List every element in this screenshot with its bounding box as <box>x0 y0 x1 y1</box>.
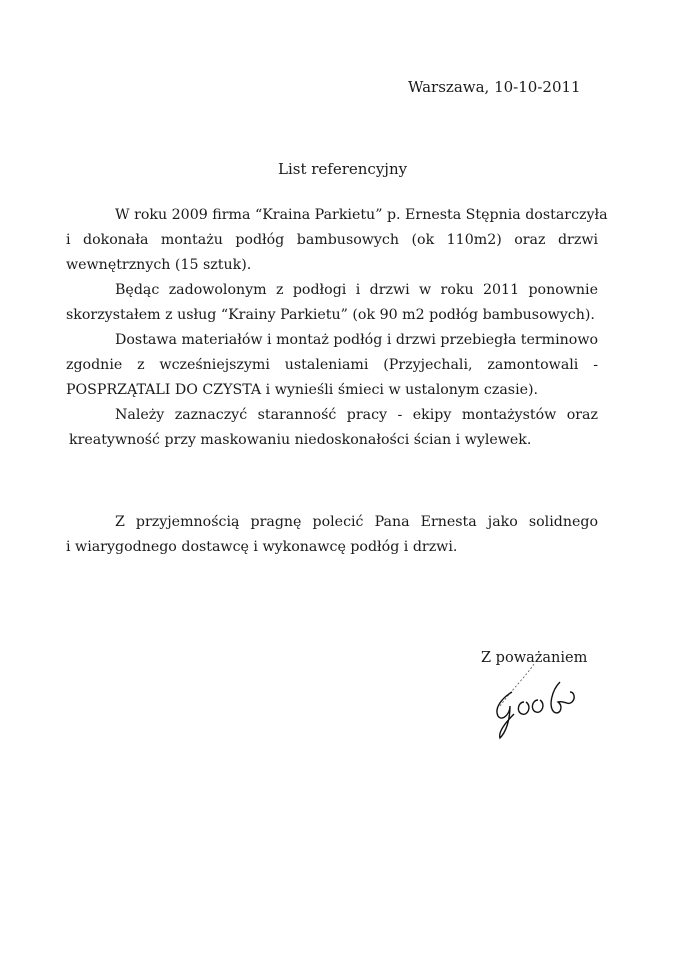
paragraph-line: Dostawa materiałów i montaż podłóg i drzwi przebiegła terminowo <box>115 332 599 348</box>
paragraph-line: zgodnie z wcześniejszymi ustaleniami (Przyjechali, zamontowali - <box>66 357 598 373</box>
paragraph-line: Z przyjemnością pragnę polecić Pana Ernesta jako solidnego <box>115 514 598 530</box>
signature-icon <box>488 662 598 742</box>
paragraph-4 <box>66 403 598 453</box>
paragraph-1 <box>66 203 608 278</box>
paragraph-line: kreatywność przy maskowaniu niedoskonałości ścian i wylewek. <box>69 432 532 448</box>
paragraph-2 <box>66 278 598 328</box>
paragraph-line: skorzystałem z usług “Krainy Parkietu” (ok 90 m2 podłóg bambusowych). <box>66 307 595 323</box>
paragraph-3 <box>66 328 598 403</box>
paragraph-line: Należy zaznaczyć staranność pracy - ekipy montażystów oraz <box>115 407 598 423</box>
place-date: Warszawa, 10-10-2011 <box>408 78 581 96</box>
paragraph-line: i wiarygodnego dostawcę i wykonawcę podłóg i drzwi. <box>66 539 458 555</box>
letter-title: List referencyjny <box>278 160 408 178</box>
paragraph-line: wewnętrznych (15 sztuk). <box>66 257 252 273</box>
paragraph-line: POSPRZĄTALI DO CZYSTA i wynieśli śmieci w ustalonym czasie). <box>66 382 539 398</box>
paragraph-5 <box>66 510 598 560</box>
paragraph-line: W roku 2009 firma “Kraina Parkietu” p. Ernesta Stępnia dostarczyła <box>115 207 608 223</box>
paragraph-line: i dokonała montażu podłóg bambusowych (ok 110m2) oraz drzwi <box>66 232 598 248</box>
closing-salutation: Z poważaniem <box>481 650 588 666</box>
paragraph-line: Będąc zadowolonym z podłogi i drzwi w roku 2011 ponownie <box>115 282 598 298</box>
